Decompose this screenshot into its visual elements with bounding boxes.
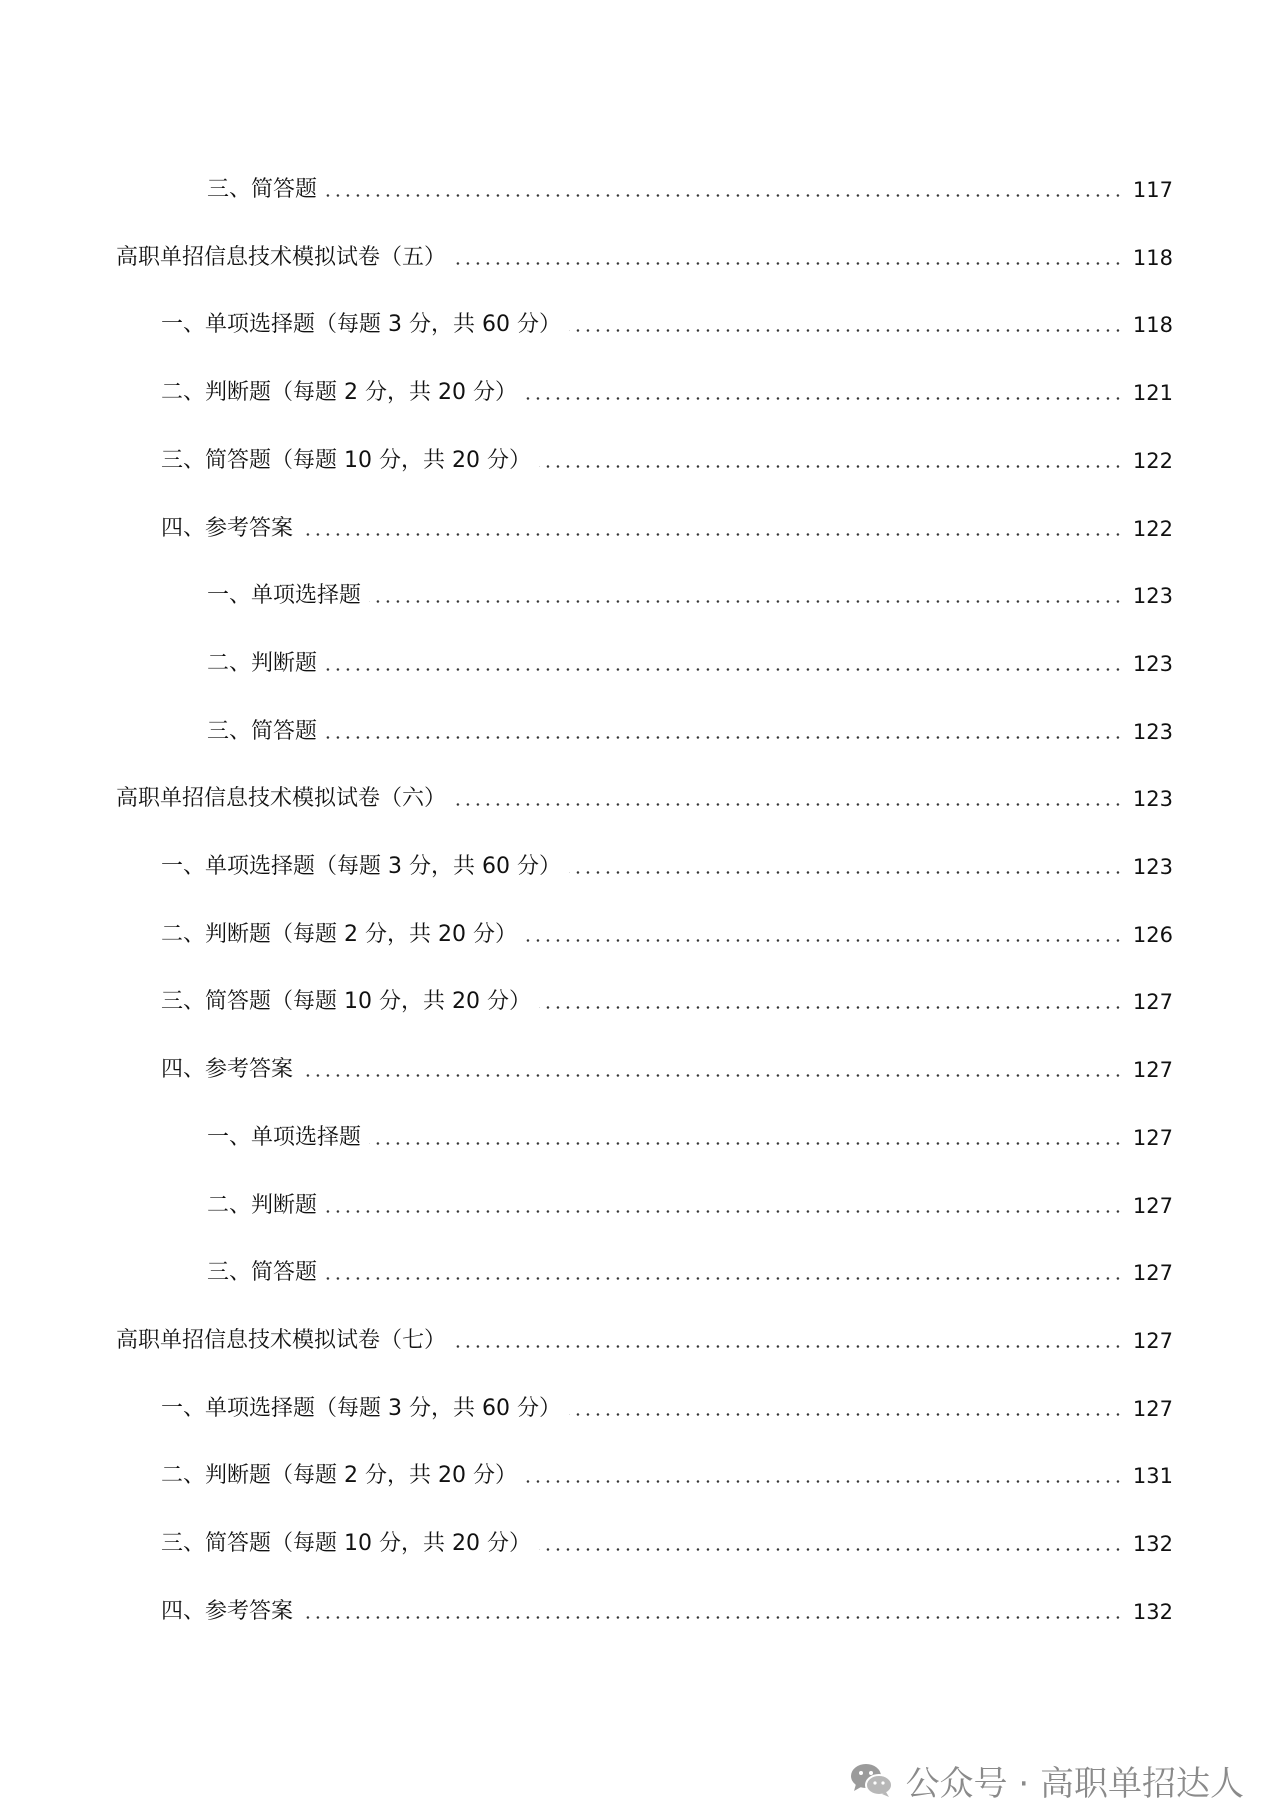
toc-page-number: 127 [1132, 1261, 1173, 1285]
toc-entry[interactable] [116, 782, 1173, 816]
toc-dot-leader [325, 1277, 1123, 1280]
toc-entry[interactable] [161, 918, 1173, 952]
toc-page-number: 117 [1132, 178, 1173, 202]
toc-entry[interactable] [207, 1121, 1173, 1155]
toc-entry-title: 三、简答题（每题 10 分，共 20 分） [161, 1531, 531, 1556]
toc-entry-title: 四、参考答案 [161, 1057, 294, 1082]
toc-entry-title: 三、简答题 [207, 719, 318, 744]
toc-page-number: 122 [1132, 449, 1173, 473]
toc-dot-leader [569, 329, 1123, 332]
toc-entry-title: 二、判断题（每题 2 分，共 20 分） [161, 1463, 517, 1488]
toc-dot-leader [569, 871, 1123, 874]
toc-dot-leader [325, 668, 1123, 671]
toc-entry[interactable] [207, 715, 1173, 749]
toc-dot-leader [301, 1074, 1123, 1077]
toc-entry[interactable] [207, 173, 1173, 207]
toc-entry[interactable] [161, 1527, 1173, 1561]
toc-entry-title: 一、单项选择题 [207, 583, 362, 608]
toc-entry-title: 三、简答题 [207, 177, 318, 202]
toc-page-number: 127 [1132, 990, 1173, 1014]
toc-entry[interactable] [207, 647, 1173, 681]
toc-entry[interactable] [161, 1595, 1173, 1629]
toc-page-number: 127 [1132, 1058, 1173, 1082]
toc-dot-leader [525, 939, 1123, 942]
toc-page-number: 123 [1132, 855, 1173, 879]
toc-entry-title: 二、判断题 [207, 651, 318, 676]
toc-page-number: 122 [1132, 517, 1173, 541]
toc-page-number: 123 [1132, 652, 1173, 676]
toc-entry[interactable] [161, 308, 1173, 342]
toc-entry-title: 一、单项选择题 [207, 1125, 362, 1150]
toc-dot-leader [301, 1616, 1123, 1619]
toc-entry[interactable] [207, 1189, 1173, 1223]
toc-entry-title: 四、参考答案 [161, 516, 294, 541]
toc-dot-leader [369, 1142, 1123, 1145]
toc-entry-title: 四、参考答案 [161, 1599, 294, 1624]
toc-dot-leader [325, 736, 1123, 739]
toc-entry-title: 一、单项选择题（每题 3 分，共 60 分） [161, 312, 561, 337]
toc-entry[interactable] [207, 1256, 1173, 1290]
toc-entry-title: 高职单招信息技术模拟试卷（七） [116, 1328, 447, 1353]
wechat-icon [848, 1760, 894, 1800]
toc-dot-leader [539, 465, 1123, 468]
toc-page-number: 127 [1132, 1194, 1173, 1218]
toc-entry-title: 三、简答题（每题 10 分，共 20 分） [161, 448, 531, 473]
toc-dot-leader [454, 262, 1123, 265]
toc-page-number: 118 [1132, 313, 1173, 337]
toc-dot-leader [369, 600, 1123, 603]
toc-entry[interactable] [116, 1324, 1173, 1358]
toc-dot-leader [539, 1548, 1123, 1551]
toc-page-number: 123 [1132, 584, 1173, 608]
toc-dot-leader [325, 1210, 1123, 1213]
toc-entry[interactable] [161, 1053, 1173, 1087]
toc-entry[interactable] [161, 850, 1173, 884]
toc-entry[interactable] [161, 376, 1173, 410]
toc-dot-leader [454, 803, 1123, 806]
toc-entry[interactable] [161, 1392, 1173, 1426]
toc-entry-title: 三、简答题（每题 10 分，共 20 分） [161, 989, 531, 1014]
toc-page-number: 132 [1132, 1600, 1173, 1624]
toc-entry[interactable] [207, 579, 1173, 613]
toc-entry-title: 二、判断题（每题 2 分，共 20 分） [161, 922, 517, 947]
toc-entry-title: 高职单招信息技术模拟试卷（五） [116, 245, 447, 270]
toc-page-number: 127 [1132, 1397, 1173, 1421]
toc-page-number: 123 [1132, 720, 1173, 744]
toc-page-number: 132 [1132, 1532, 1173, 1556]
toc-entry[interactable] [161, 512, 1173, 546]
toc-entry[interactable] [116, 241, 1173, 275]
toc-dot-leader [325, 194, 1123, 197]
toc-page-number: 127 [1132, 1126, 1173, 1150]
toc-entry-title: 二、判断题 [207, 1193, 318, 1218]
toc-page-number: 127 [1132, 1329, 1173, 1353]
toc-page-number: 121 [1132, 381, 1173, 405]
toc-page-number: 131 [1132, 1464, 1173, 1488]
toc-dot-leader [525, 397, 1123, 400]
toc-entry[interactable] [161, 985, 1173, 1019]
toc-entry[interactable] [161, 1459, 1173, 1493]
toc-page-number: 123 [1132, 787, 1173, 811]
toc-page-number: 126 [1132, 923, 1173, 947]
toc-entry[interactable] [161, 444, 1173, 478]
toc-dot-leader [569, 1413, 1123, 1416]
toc-dot-leader [539, 1006, 1123, 1009]
toc-dot-leader [454, 1345, 1123, 1348]
toc-entry-title: 高职单招信息技术模拟试卷（六） [116, 786, 447, 811]
toc-entry-title: 二、判断题（每题 2 分，共 20 分） [161, 380, 517, 405]
toc-entry-title: 一、单项选择题（每题 3 分，共 60 分） [161, 1396, 561, 1421]
watermark-text: 公众号 · 高职单招达人 [905, 1763, 1244, 1804]
toc-dot-leader [301, 533, 1123, 536]
toc-entry-title: 三、简答题 [207, 1260, 318, 1285]
toc-page-number: 118 [1132, 246, 1173, 270]
toc-dot-leader [525, 1480, 1123, 1483]
watermark [848, 1753, 1244, 1807]
toc-entry-title: 一、单项选择题（每题 3 分，共 60 分） [161, 854, 561, 879]
